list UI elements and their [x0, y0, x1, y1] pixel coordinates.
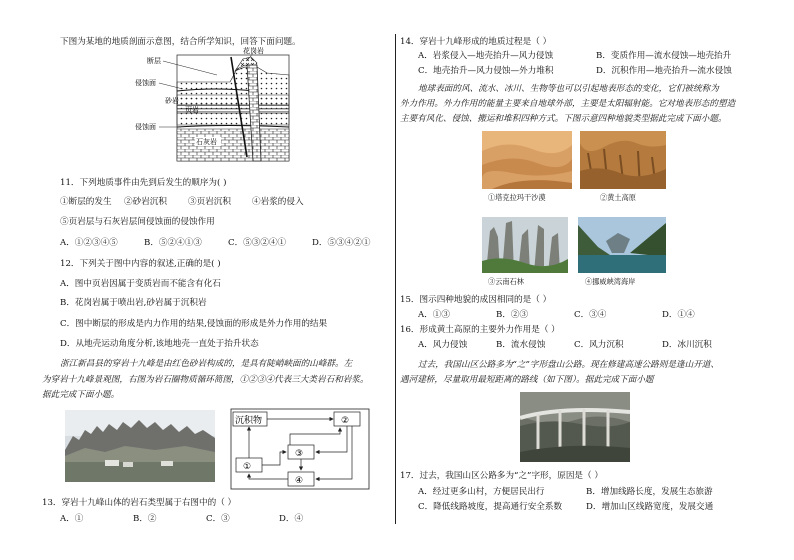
loess-plateau-photo [580, 131, 666, 189]
passage-line-2: 为穿岩十九峰景观图，右图为岩石圈物质循环简图，①②③④代表三大类岩石和岩浆。 [42, 375, 369, 385]
cycle-label-sediment: 沉积物 [235, 416, 263, 426]
q15-options [418, 310, 695, 321]
q17-stem: 17．过去，我国山区公路多为“之”字形，原因是（ ） [400, 471, 603, 481]
q17-option-d[interactable]: D．增加山区线路宽度，发展交通 [586, 502, 714, 512]
cycle-node-1: ① [243, 462, 252, 472]
q11-stem: 11．下列地质事件由先到后发生的顺序为( ) [60, 178, 227, 188]
label-erosion-surface-lower: 侵蚀面 [135, 123, 156, 131]
q14-stem: 14．穿岩十九峰形成的地质过程是（ ） [400, 37, 552, 47]
q11-event-3: ③页岩沉积 [188, 197, 231, 207]
label-erosion-surface-upper: 侵蚀面 [135, 79, 156, 87]
passage2-line-2: 外力作用。外力作用的能量主要来自地球外部，主要是太阳辐射能。它对地表形态的塑造 [400, 99, 736, 109]
q11-event-2: ②砂岩沉积 [124, 197, 167, 207]
desert-photo [482, 131, 572, 189]
cycle-node-4: ④ [295, 476, 304, 486]
q14-options-row-2 [418, 66, 732, 77]
cycle-node-2: ② [341, 416, 350, 426]
rock-cycle-diagram [230, 408, 370, 490]
passage3-line-2: 遇河建桥，尽量取用最短距离的路线（如下图）。据此完成下面小题 [400, 375, 654, 385]
q16-options [418, 340, 712, 351]
q17-options-row-1 [418, 487, 713, 498]
stone-forest-photo [482, 217, 568, 273]
mountain-highway-photo [520, 392, 630, 462]
q11-option-d[interactable]: D．⑤③④②① [312, 238, 371, 248]
q11-options [60, 238, 396, 249]
q12-option-b[interactable]: B．花岗岩属于喷出岩,砂岩属于沉积岩 [60, 298, 207, 308]
q17-option-c[interactable]: C．降低线路坡度，提高通行安全系数 [418, 502, 563, 512]
caption-stone-forest: ③云南石林 [488, 277, 524, 286]
q15-option-b[interactable]: B．②③ [496, 310, 529, 320]
passage3-line-1: 过去，我国山区公路多为“之”字形盘山公路。现在修建高速公路则是逢山开道、 [418, 360, 719, 370]
q15-option-a[interactable]: A．①③ [418, 310, 450, 320]
q14-option-a[interactable]: A．岩浆侵入—地壳抬升—风力侵蚀 [418, 51, 554, 61]
caption-fjord: ④挪威峡湾海岸 [585, 277, 636, 286]
q13-option-a[interactable]: A．① [60, 514, 84, 524]
q17-options-row-2 [418, 502, 713, 513]
label-fault: 断层 [147, 57, 161, 65]
q11-option-b[interactable]: B．⑤②④①③ [144, 238, 202, 248]
q13-option-c[interactable]: C．③ [206, 514, 230, 524]
caption-loess: ②黄土高原 [600, 193, 636, 202]
nineteen-peaks-photo [65, 410, 215, 482]
q13-options [60, 514, 352, 525]
q13-stem: 13．穿岩十九峰山体的岩石类型属于右图中的（ ） [42, 498, 237, 508]
label-sandstone: 砂岩 [165, 97, 179, 105]
q16-option-a[interactable]: A．风力侵蚀 [418, 340, 468, 350]
q15-option-c[interactable]: C．③④ [574, 310, 607, 320]
caption-desert: ①塔克拉玛干沙漠 [488, 193, 546, 202]
q13-option-b[interactable]: B．② [133, 514, 157, 524]
passage2-line-3: 主要有风化、侵蚀、搬运和堆积四种方式。下图示意四种地貌类型据此完成下面小题。 [400, 114, 727, 124]
q17-option-b[interactable]: B．增加线路长度，发展生态旅游 [586, 487, 713, 497]
q11-option-a[interactable]: A．①②③④⑤ [60, 238, 118, 248]
fjord-photo [578, 217, 666, 273]
q11-event-4: ④岩浆的侵入 [252, 197, 304, 207]
passage-line-3: 据此完成下面小题。 [42, 390, 120, 400]
q12-option-d[interactable]: D．从地壳运动角度分析,该地地壳一直处于抬升状态 [60, 339, 259, 349]
q12-stem: 12．下列关于图中内容的叙述,正确的是( ) [60, 259, 221, 269]
cycle-node-3: ③ [295, 449, 304, 459]
q14-option-d[interactable]: D．沉积作用—地壳抬升—流水侵蚀 [596, 66, 732, 76]
q13-option-d[interactable]: D．④ [279, 514, 304, 524]
q12-option-a[interactable]: A．图中页岩因属于变质岩而不能含有化石 [60, 279, 221, 289]
q16-option-c[interactable]: C．风力沉积 [574, 340, 624, 350]
q11-events [60, 197, 316, 208]
q12-option-c[interactable]: C．图中断层的形成是内力作用的结果,侵蚀面的形成是外力作用的结果 [60, 319, 328, 329]
q15-stem: 15．图示四种地貌的成因相同的是（ ） [400, 295, 552, 305]
q16-option-b[interactable]: B．流水侵蚀 [496, 340, 546, 350]
passage-line-1: 浙江新昌县的穿岩十九峰是由红色砂岩构成的，是具有陡峭峡面的山峰群。左 [60, 359, 353, 369]
q16-stem: 16．形成黄土高原的主要外力作用是（ ） [400, 325, 560, 335]
q16-option-d[interactable]: D．冰川沉积 [662, 340, 712, 350]
q11-event-1: ①断层的发生 [60, 197, 112, 207]
q17-option-a[interactable]: A．经过更多山村，方便居民出行 [418, 487, 545, 497]
q11-event-5: ⑤页岩层与石灰岩层间侵蚀面的侵蚀作用 [60, 217, 215, 227]
q11-option-c[interactable]: C．⑤③②④① [228, 238, 287, 248]
label-shale: 页岩 [185, 106, 199, 114]
q14-options-row-1 [418, 51, 731, 62]
geologic-cross-section-diagram [135, 47, 295, 165]
intro-text: 下图为某地的地质剖面示意图，结合所学知识，回答下面问题。 [60, 37, 301, 47]
column-divider [395, 34, 396, 524]
q14-option-b[interactable]: B．变质作用—流水侵蚀—地壳抬升 [596, 51, 732, 61]
passage2-line-1: 地球表面的风、流水、冰川、生物等也可以引起地表形态的变化，它们被统称为 [418, 84, 719, 94]
label-limestone: 石灰岩 [196, 138, 217, 146]
label-granite: 花岗岩 [243, 47, 264, 55]
q15-option-d[interactable]: D．①④ [662, 310, 695, 320]
q14-option-c[interactable]: C．地壳抬升—风力侵蚀—外力堆积 [418, 66, 554, 76]
